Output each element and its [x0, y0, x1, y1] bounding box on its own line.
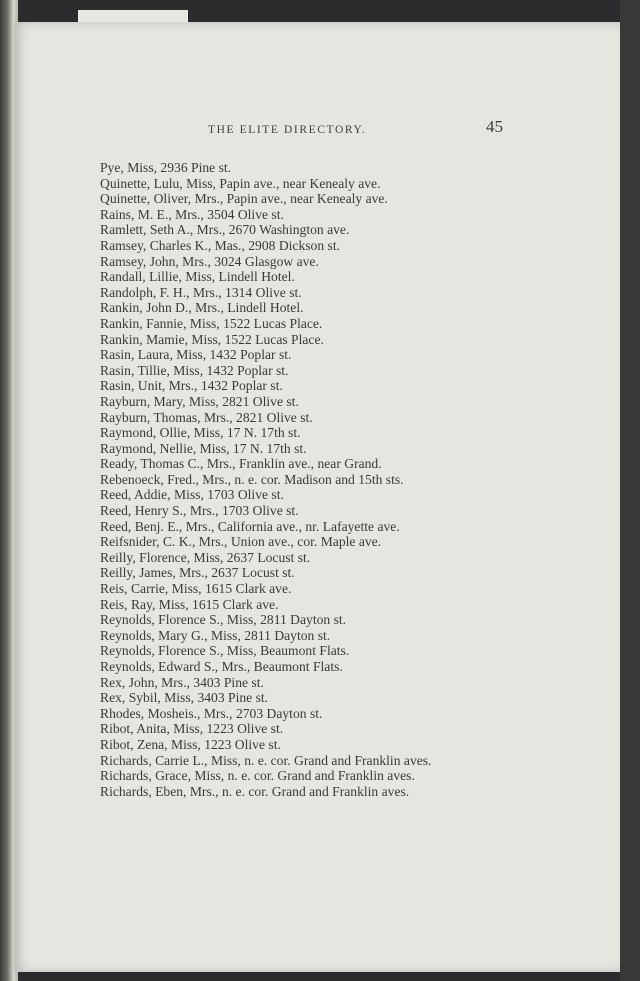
list-item: Rayburn, Thomas, Mrs., 2821 Olive st.	[100, 409, 313, 425]
list-item: Quinette, Lulu, Miss, Papin ave., near Kenealy ave.	[100, 175, 381, 191]
list-item: Richards, Carrie L., Miss, n. e. cor. Grand and Franklin aves.	[100, 752, 432, 768]
list-item: Ramlett, Seth A., Mrs., 2670 Washington ave.	[100, 222, 350, 238]
list-item: Reifsnider, C. K., Mrs., Union ave., cor. Maple ave.	[100, 534, 382, 550]
list-item: Ramsey, John, Mrs., 3024 Glasgow ave.	[100, 253, 319, 269]
list-item: Reynolds, Florence S., Miss, 2811 Dayton st.	[100, 612, 347, 628]
list-item: Raymond, Ollie, Miss, 17 N. 17th st.	[100, 425, 301, 441]
list-item: Ribot, Anita, Miss, 1223 Olive st.	[100, 721, 284, 737]
list-item: Ready, Thomas C., Mrs., Franklin ave., near Grand.	[100, 456, 382, 472]
list-item: Rasin, Tillie, Miss, 1432 Poplar st.	[100, 362, 289, 378]
page-number: 45	[486, 117, 503, 136]
list-item: Quinette, Oliver, Mrs., Papin ave., near Kenealy ave.	[100, 191, 388, 207]
list-item: Rankin, Fannie, Miss, 1522 Lucas Place.	[100, 315, 323, 331]
list-item: Rains, M. E., Mrs., 3504 Olive st.	[100, 206, 284, 222]
list-item: Richards, Grace, Miss, n. e. cor. Grand and Franklin aves.	[100, 768, 415, 784]
list-item: Ribot, Zena, Miss, 1223 Olive st.	[100, 736, 281, 752]
list-item: Rhodes, Mosheis., Mrs., 2703 Dayton st.	[100, 705, 323, 721]
list-item: Richards, Eben, Mrs., n. e. cor. Grand and Franklin aves.	[100, 783, 410, 799]
list-item: Reis, Carrie, Miss, 1615 Clark ave.	[100, 581, 292, 597]
list-item: Rayburn, Mary, Miss, 2821 Olive st.	[100, 393, 299, 409]
list-item: Reynolds, Mary G., Miss, 2811 Dayton st.	[100, 627, 331, 643]
directory-entries	[100, 160, 512, 799]
book-cover-edge	[620, 0, 640, 981]
list-item: Reynolds, Florence S., Miss, Beaumont Flats.	[100, 643, 350, 659]
list-item: Reed, Benj. E., Mrs., California ave., nr. Lafayette ave.	[100, 518, 400, 534]
list-item: Rasin, Unit, Mrs., 1432 Poplar st.	[100, 378, 283, 394]
list-item: Reed, Henry S., Mrs., 1703 Olive st.	[100, 503, 299, 519]
list-item: Ramsey, Charles K., Mas., 2908 Dickson st.	[100, 237, 341, 253]
list-item: Rankin, Mamie, Miss, 1522 Lucas Place.	[100, 331, 324, 347]
list-item: Rex, John, Mrs., 3403 Pine st.	[100, 674, 264, 690]
list-item: Rebenoeck, Fred., Mrs., n. e. cor. Madison and 15th sts.	[100, 471, 404, 487]
running-header: THE ELITE DIRECTORY.	[208, 124, 367, 136]
list-item: Reis, Ray, Miss, 1615 Clark ave.	[100, 596, 279, 612]
list-item: Reed, Addie, Miss, 1703 Olive st.	[100, 487, 284, 503]
list-item: Randolph, F. H., Mrs., 1314 Olive st.	[100, 284, 302, 300]
list-item: Reilly, Florence, Miss, 2637 Locust st.	[100, 549, 311, 565]
list-item: Rasin, Laura, Miss, 1432 Poplar st.	[100, 347, 292, 363]
list-item: Pye, Miss, 2936 Pine st.	[100, 160, 232, 175]
list-item: Raymond, Nellie, Miss, 17 N. 17th st.	[100, 440, 307, 456]
list-item: Rankin, John D., Mrs., Lindell Hotel.	[100, 300, 304, 316]
list-item: Rex, Sybil, Miss, 3403 Pine st.	[100, 690, 269, 706]
list-item: Reynolds, Edward S., Mrs., Beaumont Flats.	[100, 659, 343, 674]
list-item: Randall, Lillie, Miss, Lindell Hotel.	[100, 269, 295, 285]
list-item: Reilly, James, Mrs., 2637 Locust st.	[100, 565, 295, 581]
